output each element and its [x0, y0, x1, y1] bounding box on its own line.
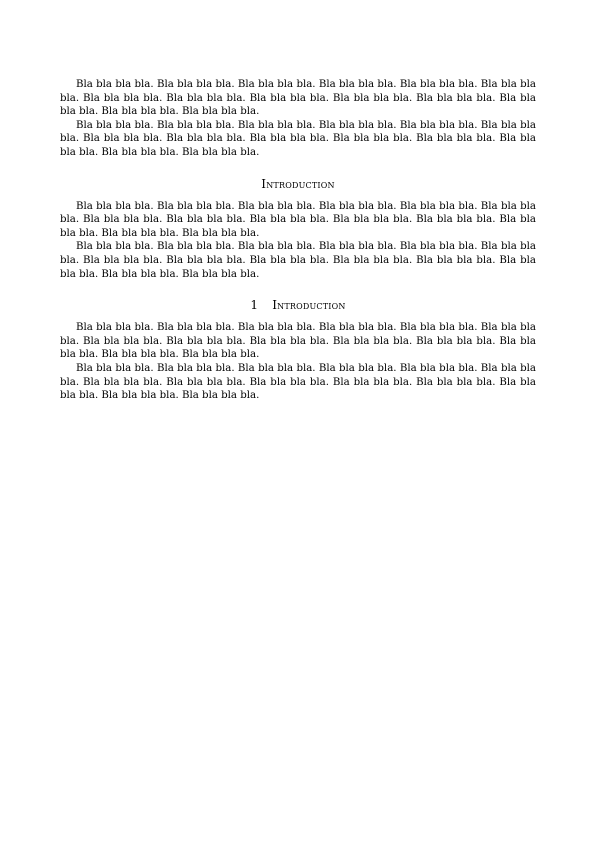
section-unnumbered-introduction [60, 176, 536, 282]
section-heading-title: Introduction [272, 298, 346, 313]
section-heading [60, 297, 536, 313]
section-heading [60, 176, 536, 192]
paragraph: Bla bla bla bla. Bla bla bla bla. Bla bla bla bla. Bla bla bla bla. Bla bla bla bla. Bla bla bla bla. Bla bla bla bla. Bla bla bla bla. Bla bla bla bla. Bla bla bla bla. Bla bla bla bla. Bla bla bla bla. Bla bla bla bla. Bla bla bla bla. [60, 79, 536, 118]
section-numbered-introduction [60, 297, 536, 403]
paragraph: Bla bla bla bla. Bla bla bla bla. Bla bla bla bla. Bla bla bla bla. Bla bla bla bla. Bla bla bla bla. Bla bla bla bla. Bla bla bla bla. Bla bla bla bla. Bla bla bla bla. Bla bla bla bla. Bla bla bla bla. Bla bla bla bla. Bla bla bla bla. [60, 241, 536, 280]
section-heading-title: Introduction [261, 176, 335, 191]
paragraph: Bla bla bla bla. Bla bla bla bla. Bla bla bla bla. Bla bla bla bla. Bla bla bla bla. Bla bla bla bla. Bla bla bla bla. Bla bla bla bla. Bla bla bla bla. Bla bla bla bla. Bla bla bla bla. Bla bla bla bla. Bla bla bla bla. Bla bla bla bla. [60, 322, 536, 361]
paragraph: Bla bla bla bla. Bla bla bla bla. Bla bla bla bla. Bla bla bla bla. Bla bla bla bla. Bla bla bla bla. Bla bla bla bla. Bla bla bla bla. Bla bla bla bla. Bla bla bla bla. Bla bla bla bla. Bla bla bla bla. Bla bla bla bla. Bla bla bla bla. [60, 200, 536, 239]
section-heading-number: 1 [250, 298, 259, 313]
section-preamble [60, 78, 536, 160]
text-block [60, 78, 536, 403]
paragraph: Bla bla bla bla. Bla bla bla bla. Bla bla bla bla. Bla bla bla bla. Bla bla bla bla. Bla bla bla bla. Bla bla bla bla. Bla bla bla bla. Bla bla bla bla. Bla bla bla bla. Bla bla bla bla. Bla bla bla bla. Bla bla bla bla. Bla bla bla bla. [60, 362, 536, 402]
paragraph: Bla bla bla bla. Bla bla bla bla. Bla bla bla bla. Bla bla bla bla. Bla bla bla bla. Bla bla bla bla. Bla bla bla bla. Bla bla bla bla. Bla bla bla bla. Bla bla bla bla. Bla bla bla bla. Bla bla bla bla. Bla bla bla bla. Bla bla bla bla. [60, 119, 536, 158]
